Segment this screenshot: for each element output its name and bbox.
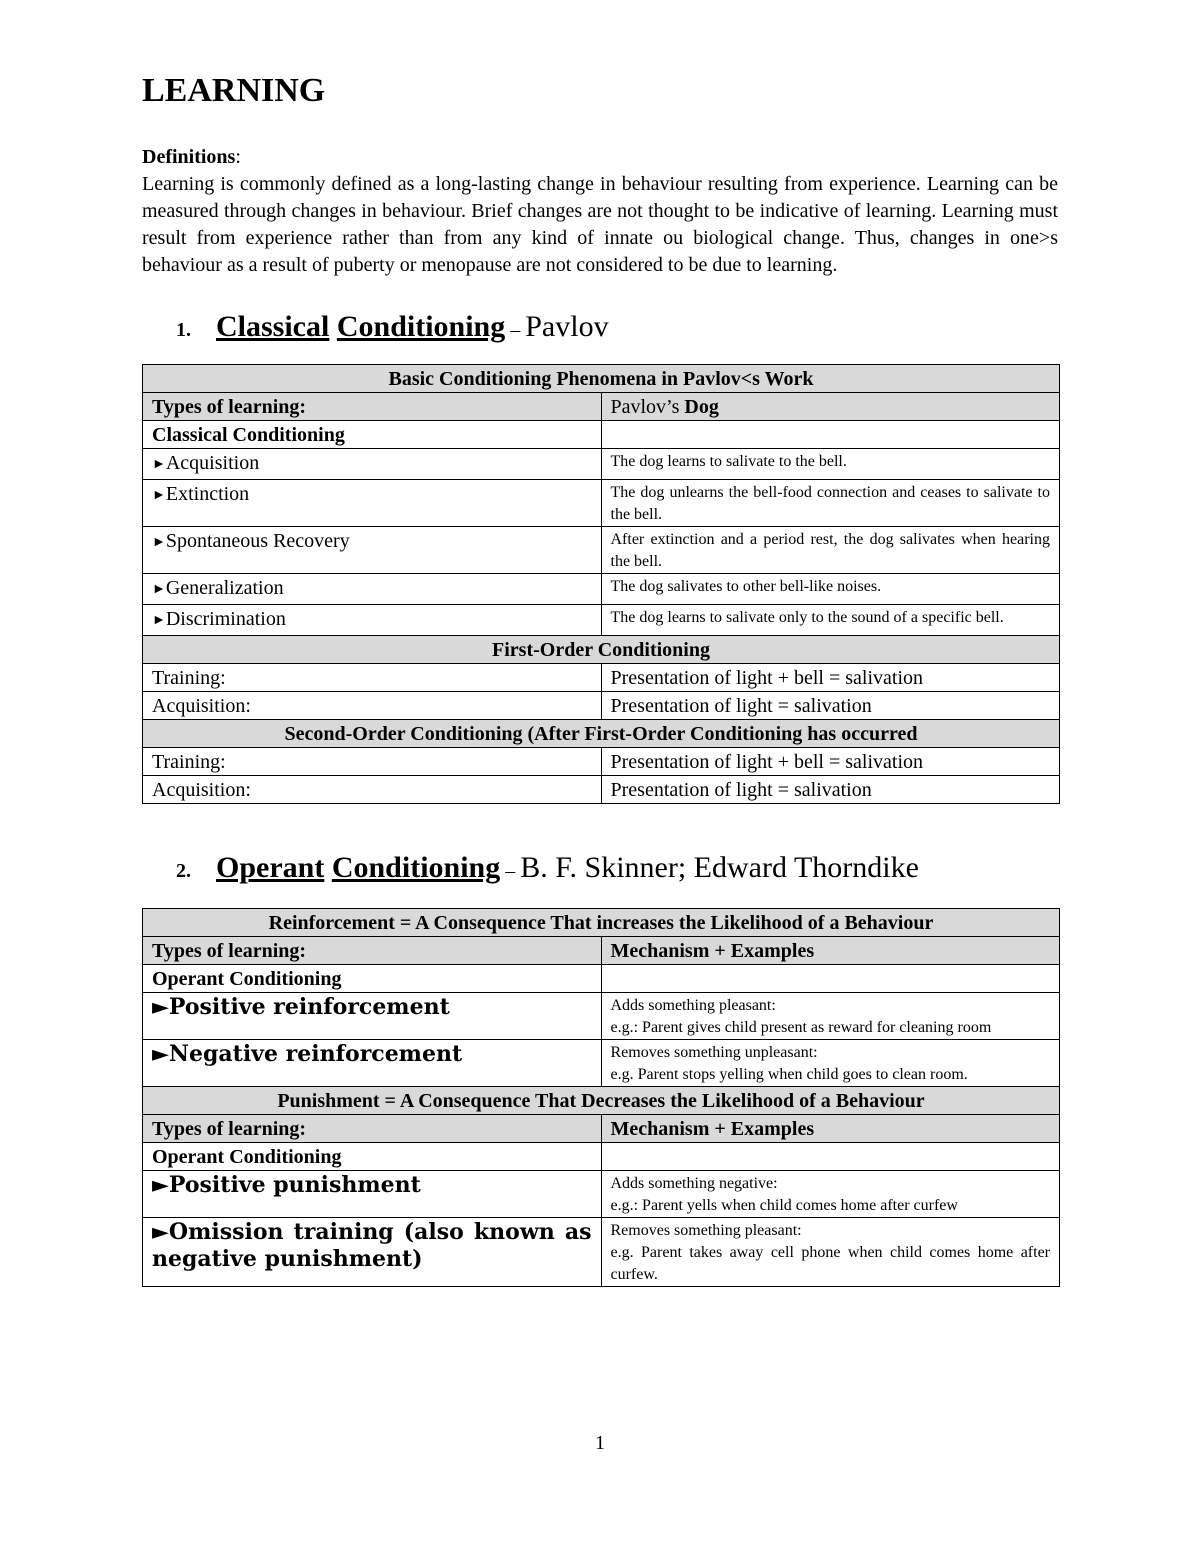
table-subheader-row [143,1143,1060,1171]
section-dash: – [500,860,521,882]
table-cell: Presentation of light = salivation [601,776,1060,804]
arrow-icon: ► [152,488,166,503]
table-cell-label: Acquisition: [143,776,602,804]
phenomenon-description: The dog learns to salivate only to the sound of a specific bell. [601,605,1060,636]
mechanism-cell: Removes something pleasant: e.g. Parent takes away cell phone when child comes home after curfew. [601,1218,1060,1287]
arrow-icon: ► [152,535,166,550]
arrow-icon: ► [152,613,166,628]
column-header: Types of learning: [143,937,602,965]
arrow-icon: ► [152,582,166,597]
section-heading-operant [142,851,1058,885]
phenomenon-description: The dog unlearns the bell-food connection and ceases to salivate to the bell. [601,480,1060,527]
table-row [143,480,1060,527]
table-caption: Basic Conditioning Phenomena in Pavlov<s Work [143,365,1060,393]
table-cell [601,965,1060,993]
column-header: Types of learning: [143,393,602,421]
classical-conditioning-table [142,364,1060,804]
table-cell [601,421,1060,449]
arrow-icon: ► [152,1219,169,1245]
arrow-icon: ► [152,994,169,1020]
section-dash: – [505,319,526,341]
table-subheader-row [143,421,1060,449]
learning-type-label: ►Positive punishment [143,1171,602,1218]
definitions-colon: : [235,146,241,168]
table-caption-row [143,1087,1060,1115]
phenomenon-label: ►Discrimination [143,605,602,636]
table-row [143,664,1060,692]
table-row [143,605,1060,636]
column-header: Types of learning: [143,1115,602,1143]
table-cell-label: Training: [143,748,602,776]
section-title-word: Conditioning [331,851,501,884]
reinforcement-caption: Reinforcement = A Consequence That increases the Likelihood of a Behaviour [143,909,1060,937]
definitions-text: Learning is commonly defined as a long-lasting change in behaviour resulting from experience. Learning can be measured through changes in behaviour. Brief changes are not thought to be indicative of learning. Learning must result from experience rather than from any kind of innate ou biological change. Thus, changes in one>s behaviour as a result of puberty or menopause are not considered to be due to learning. [142,173,1058,276]
table-section-row [143,720,1060,748]
arrow-icon: ► [152,1172,169,1198]
table-cell: Presentation of light + bell = salivation [601,664,1060,692]
table-subheader-row [143,965,1060,993]
mechanism-cell: Adds something negative: e.g.: Parent yells when child comes home after curfew [601,1171,1060,1218]
table-subheader: Operant Conditioning [143,965,602,993]
section-number: 1. [176,319,191,341]
arrow-icon: ► [152,457,166,472]
section-author: B. F. Skinner; Edward Thorndike [520,851,919,884]
table-subheader: Operant Conditioning [143,1143,602,1171]
arrow-icon: ► [152,1041,169,1067]
table-caption-row [143,909,1060,937]
phenomenon-label: ►Spontaneous Recovery [143,527,602,574]
document-page [142,72,1058,1287]
table-row [143,449,1060,480]
table-row [143,1218,1060,1287]
section-title-word: Operant [216,851,325,884]
mechanism-cell: Removes something unpleasant: e.g. Parent stops yelling when child goes to clean room. [601,1040,1060,1087]
phenomenon-description: The dog learns to salivate to the bell. [601,449,1060,480]
operant-conditioning-table [142,908,1060,1287]
section-title-word: Classical [216,310,330,343]
phenomenon-label: ►Acquisition [143,449,602,480]
section-heading-classical [142,310,1058,344]
table-row [143,692,1060,720]
section-author: Pavlov [525,310,609,343]
table-cell: Presentation of light = salivation [601,692,1060,720]
table-subheader: Classical Conditioning [143,421,602,449]
table-row [143,527,1060,574]
first-order-heading: First-Order Conditioning [143,636,1060,664]
section-number: 2. [176,860,191,882]
phenomenon-label: ►Extinction [143,480,602,527]
phenomenon-description: The dog salivates to other bell-like noises. [601,574,1060,605]
table-header-row [143,937,1060,965]
table-cell [601,1143,1060,1171]
phenomenon-description: After extinction and a period rest, the dog salivates when hearing the bell. [601,527,1060,574]
table-row [143,1040,1060,1087]
definitions-label-text: Definitions [142,146,236,168]
section-title-word: Conditioning [336,310,506,343]
mechanism-cell: Adds something pleasant: e.g.: Parent gives child present as reward for cleaning room [601,993,1060,1040]
column-header: Mechanism + Examples [601,1115,1060,1143]
punishment-caption: Punishment = A Consequence That Decreases the Likelihood of a Behaviour [143,1087,1060,1115]
phenomenon-label: ►Generalization [143,574,602,605]
table-header-row [143,393,1060,421]
table-row [143,993,1060,1040]
table-row [143,748,1060,776]
column-header: Mechanism + Examples [601,937,1060,965]
page-title: LEARNING [142,72,326,109]
column-header: Pavlov’s Dog [601,393,1060,421]
table-cell-label: Acquisition: [143,692,602,720]
second-order-heading: Second-Order Conditioning (After First-Order Conditioning has occurred [143,720,1060,748]
definitions-label [142,144,1058,171]
table-section-row [143,636,1060,664]
table-cell: Presentation of light + bell = salivation [601,748,1060,776]
learning-type-label: ►Positive reinforcement [143,993,602,1040]
table-cell-label: Training: [143,664,602,692]
table-row [143,574,1060,605]
table-row [143,1171,1060,1218]
table-caption-row [143,365,1060,393]
page-number: 1 [595,1432,605,1454]
learning-type-label: ►Omission training (also known as negative punishment) [143,1218,602,1287]
table-row [143,776,1060,804]
learning-type-label: ►Negative reinforcement [143,1040,602,1087]
table-header-row [143,1115,1060,1143]
